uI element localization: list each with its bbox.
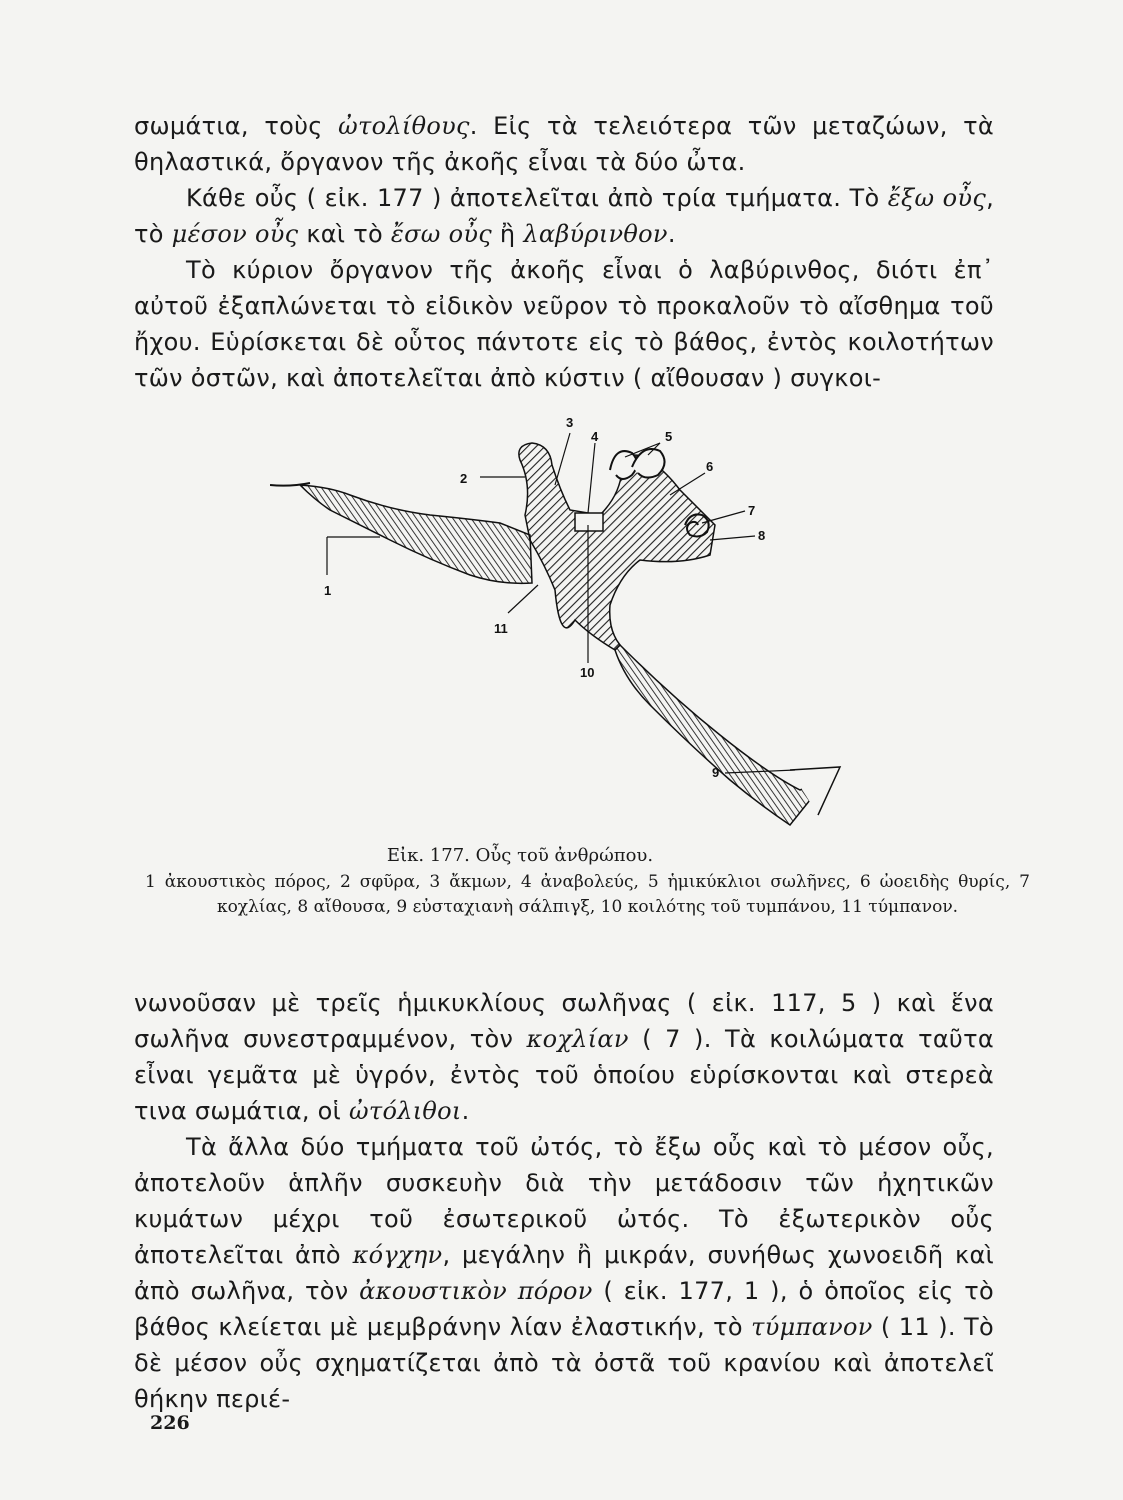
figure-label-10: 10 [580, 665, 595, 680]
eustachian-tube-shape [615, 645, 830, 825]
paragraph-cochlea: νωνοῦσαν μὲ τρεῖς ἡμικυκλίους σωλῆνας ( εἰκ. 117, 5 ) καὶ ἕνα σωλῆνα συνεστραμμένον, τὸν κοχλίαν ( 7 ). Τὰ κοιλώματα ταῦτα εἶναι γεμᾶτα μὲ ὑγρόν, ἐντὸς τοῦ ὁποίου εὑρίσκονται καὶ στερεὰ τινα σωμάτια, οἱ ὠτόλιθοι. [134, 989, 994, 1125]
figure-caption-title: Εἰκ. 177. Οὖς τοῦ ἀνθρώπου. [386, 845, 654, 866]
figure-label-4: 4 [591, 429, 599, 444]
figure-label-2: 2 [460, 471, 468, 486]
figure-label-1: 1 [324, 583, 332, 598]
top-text-block [134, 108, 994, 396]
paragraph-outer-middle-ear: Τὰ ἄλλα δύο τμήματα τοῦ ὠτός, τὸ ἔξω οὖς καὶ τὸ μέσον οὖς, ἀποτελοῦν ἁπλῆν συσκευὴν διὰ τὴν μετάδοσιν τῶν ἠχητικῶν κυμάτων μέχρι τοῦ ἐσωτερικοῦ ὠτός. Τὸ ἐξωτερικὸν οὖς ἀποτελεῖται ἀπὸ κόγχην, μεγάλην ἢ μικράν, συνήθως χωνοειδῆ καὶ ἀπὸ σωλῆνα, τὸν ἀκουστικὸν πόρον ( εἰκ. 177, 1 ), ὁ ὁποῖος εἰς τὸ βάθος κλείεται μὲ μεμβράνην λίαν ἐλαστικήν, τὸ τύμπανον ( 11 ). Τὸ δὲ μέσον οὖς σχηματίζεται ἀπὸ τὰ ὀστᾶ τοῦ κρανίου καὶ ἀποτελεῖ θήκην περιέ- [134, 1133, 995, 1413]
ossicle-shape [575, 513, 603, 531]
paragraph-ear-parts: Κάθε οὖς ( εἰκ. 177 ) ἀποτελεῖται ἀπὸ τρία τμήματα. Τὸ ἔξω οὖς, τὸ μέσον οὖς καὶ τὸ ἔσω οὖς ἢ λαβύρινθον. [134, 184, 994, 248]
paragraph-labyrinth: Τὸ κύριον ὄργανον τῆς ἀκοῆς εἶναι ὁ λαβύρινθος, διότι ἐπ᾽ αὐτοῦ ἐξαπλώνεται τὸ εἰδικὸν νεῦρον τὸ προκαλοῦν τὸ αἴσθημα τοῦ ἤχου. Εὑρίσκεται δὲ οὗτος πάντοτε εἰς τὸ βάθος, ἐντὸς κοιλοτήτων τῶν ὀστῶν, καὶ ἀποτελεῖται ἀπὸ κύστιν ( αἴθουσαν ) συγκοι- [134, 256, 994, 392]
figure-label-5: 5 [665, 429, 673, 444]
figure-label-6: 6 [706, 459, 714, 474]
ear-anatomy-figure [270, 415, 870, 845]
figure-label-9: 9 [712, 765, 720, 780]
figure-caption-legend: 1 ἀκουστικὸς πόρος, 2 σφῦρα, 3 ἄκμων, 4 ἀναβολεύς, 5 ἡμικύκλιοι σωλῆνες, 6 ὠοειδὴς θυρίς, 7 κοχλίας, 8 αἴθουσα, 9 εὐσταχιανὴ σάλπιγξ, 10 κοιλότης τοῦ τυμπάνου, 11 τύμπανον. [145, 872, 1030, 917]
bottom-text-block [134, 985, 994, 1417]
figure-label-3: 3 [566, 415, 574, 430]
page-number: 226 [150, 1412, 190, 1434]
figure-label-7: 7 [748, 503, 756, 518]
ear-canal-shape [300, 485, 532, 583]
figure-label-11: 11 [494, 621, 508, 636]
figure-label-8: 8 [758, 528, 766, 543]
paragraph-otoliths-intro: σωμάτια, τοὺς ὠτολίθους. Εἰς τὰ τελειότερα τῶν μεταζώων, τὰ θηλαστικά, ὄργανον τῆς ἀκοῆς εἶναι τὰ δύο ὦτα. [134, 112, 995, 176]
